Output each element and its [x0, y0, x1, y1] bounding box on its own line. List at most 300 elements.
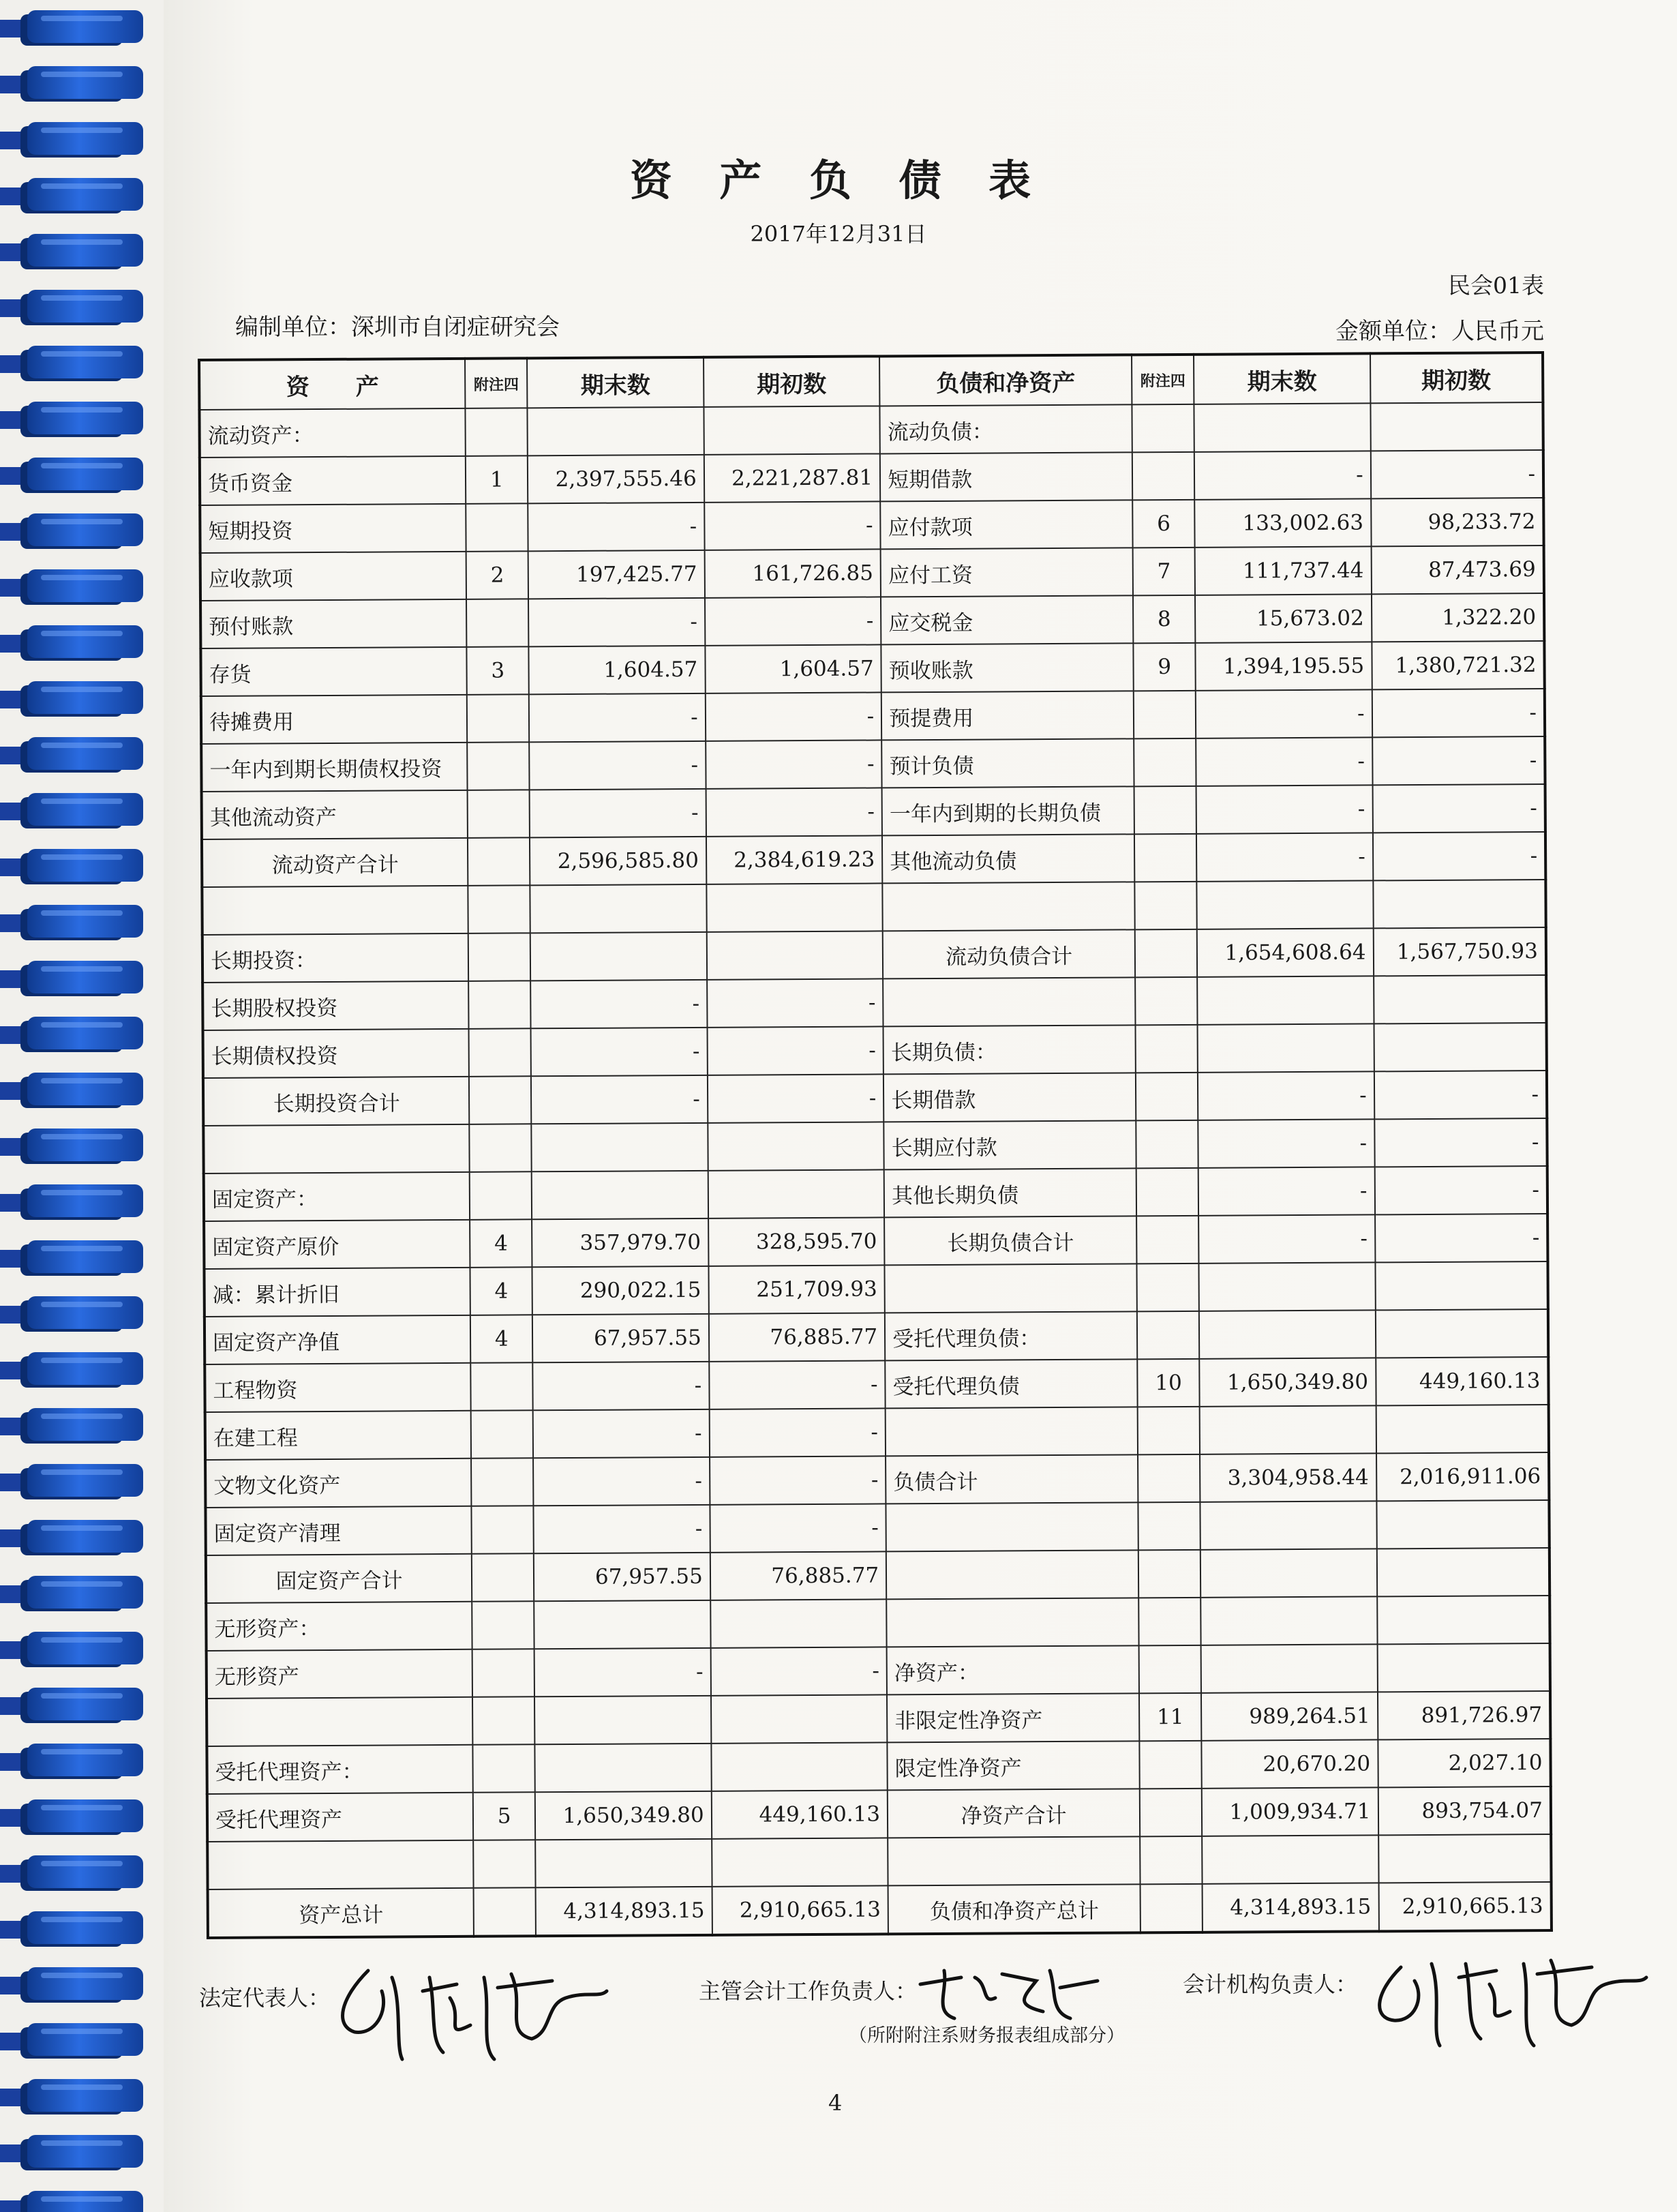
asset-end-value: 67,957.55 [532, 1314, 709, 1362]
asset-note [471, 1458, 534, 1506]
table-row [201, 689, 1545, 744]
asset-item [203, 1124, 470, 1174]
table-row [207, 1834, 1551, 1889]
asset-end-value: - [534, 1505, 710, 1553]
liability-item: 负债和净资产总计 [888, 1884, 1140, 1934]
liability-note [1134, 786, 1197, 835]
liability-end-value [1200, 1549, 1377, 1597]
liability-note [1136, 1073, 1198, 1121]
asset-begin-value: - [709, 1408, 886, 1456]
header-assets: 资 产 [199, 359, 466, 410]
liability-item: 净资产： [887, 1645, 1139, 1694]
asset-end-value [534, 1600, 711, 1649]
footer-remark: （所附附注系财务报表组成部分） [849, 2025, 1125, 2046]
liability-begin-value [1376, 1500, 1550, 1549]
table-row [202, 975, 1546, 1030]
spiral-binding [0, 0, 164, 2212]
liability-end-value: 15,673.02 [1195, 594, 1372, 642]
liability-begin-value [1375, 1309, 1548, 1358]
liability-note [1138, 1598, 1201, 1646]
liability-item: 其他长期负债 [884, 1168, 1136, 1217]
liability-begin-value: 2,016,911.06 [1376, 1452, 1550, 1501]
asset-end-value: 4,314,893.15 [536, 1887, 712, 1936]
asset-begin-value: 2,384,619.23 [706, 835, 883, 884]
liability-item [882, 882, 1134, 931]
asset-begin-value: 251,709.93 [708, 1265, 885, 1313]
asset-note: 2 [466, 551, 529, 599]
asset-item [207, 1697, 473, 1746]
liability-begin-value [1375, 1261, 1548, 1310]
asset-note: 3 [467, 646, 530, 695]
asset-begin-value: - [706, 692, 882, 741]
liability-end-value [1197, 976, 1374, 1024]
header-note-right: 附注四 [1132, 355, 1194, 405]
asset-end-value [534, 1696, 711, 1744]
asset-item: 文物文化资产 [205, 1459, 472, 1508]
liability-end-value: 1,009,934.71 [1202, 1787, 1378, 1836]
page-title: 资 产 负 债 表 [629, 155, 1048, 205]
liability-begin-value: 2,910,665.13 [1378, 1882, 1552, 1931]
asset-begin-value: - [710, 1647, 887, 1695]
asset-note: 4 [470, 1219, 532, 1268]
asset-item: 长期投资： [202, 933, 469, 983]
legal-rep-label: 法定代表人： [199, 1985, 331, 2011]
liability-item: 受托代理负债 [885, 1359, 1137, 1408]
asset-begin-value: - [705, 597, 881, 645]
liability-end-value: - [1198, 1119, 1374, 1167]
asset-item: 待摊费用 [201, 695, 468, 744]
table-row [199, 402, 1543, 458]
liability-begin-value [1376, 1405, 1549, 1453]
liability-item: 预计负债 [881, 738, 1134, 788]
asset-item: 在建工程 [205, 1411, 472, 1460]
asset-item: 长期股权投资 [202, 981, 469, 1030]
table-row [200, 593, 1544, 648]
liability-end-value: - [1194, 451, 1371, 499]
table-row [206, 1596, 1550, 1651]
liability-note [1132, 404, 1194, 453]
liability-begin-value: - [1374, 1071, 1547, 1119]
liability-end-value: - [1196, 785, 1373, 833]
liability-begin-value: 449,160.13 [1376, 1357, 1549, 1405]
asset-end-value: 1,604.57 [529, 646, 706, 694]
liability-item: 流动负债合计 [883, 929, 1135, 978]
asset-begin-value: - [710, 1504, 886, 1552]
asset-note [466, 599, 529, 647]
liability-begin-value [1374, 1023, 1547, 1071]
liability-begin-value [1373, 880, 1546, 928]
asset-item: 短期投资 [200, 504, 466, 553]
table-row [204, 1214, 1547, 1269]
asset-note [469, 1124, 532, 1172]
liability-note [1134, 738, 1196, 787]
liability-note [1136, 1025, 1198, 1073]
asset-end-value: 1,650,349.80 [535, 1791, 712, 1840]
asset-item: 工程物资 [205, 1363, 471, 1412]
header-end-left: 期末数 [527, 357, 704, 408]
liability-end-value [1199, 1310, 1376, 1358]
liability-begin-value [1378, 1834, 1552, 1883]
liability-item: 应付工资 [881, 548, 1133, 597]
liability-begin-value: 2,027.10 [1378, 1739, 1551, 1787]
liability-end-value [1198, 1023, 1374, 1072]
asset-note: 5 [473, 1792, 536, 1840]
asset-begin-value: 1,604.57 [705, 644, 881, 693]
liability-end-value: 3,304,958.44 [1200, 1453, 1376, 1501]
liability-note [1139, 1645, 1202, 1694]
liability-note: 7 [1133, 548, 1196, 596]
asset-note [472, 1601, 534, 1649]
liability-item: 预提费用 [881, 691, 1134, 740]
liability-begin-value: 1,567,750.93 [1373, 927, 1546, 976]
asset-item: 长期债权投资 [203, 1029, 470, 1078]
header-end-right: 期末数 [1194, 353, 1370, 404]
liability-end-value [1197, 880, 1374, 929]
asset-note [472, 1697, 535, 1745]
liability-begin-value: 891,726.97 [1378, 1691, 1551, 1739]
liability-note [1138, 1454, 1200, 1503]
liability-end-value [1194, 403, 1371, 451]
liability-note [1140, 1884, 1203, 1933]
liability-note [1132, 452, 1195, 500]
liability-item [888, 1836, 1140, 1885]
table-row [200, 450, 1543, 505]
header-begin-right: 期初数 [1370, 353, 1543, 403]
liability-item: 短期借款 [880, 452, 1132, 501]
asset-end-value: 2,596,585.80 [530, 837, 706, 885]
asset-end-value: - [534, 1648, 711, 1697]
asset-begin-value: 449,160.13 [712, 1790, 888, 1838]
table-row [203, 1071, 1547, 1126]
liability-note [1137, 1311, 1200, 1360]
liability-item: 负债合计 [886, 1454, 1138, 1504]
liability-note [1138, 1502, 1200, 1551]
asset-begin-value [708, 1169, 884, 1218]
asset-note [474, 1887, 537, 1937]
liability-end-value: - [1196, 689, 1372, 738]
liability-note [1140, 1836, 1203, 1885]
asset-item [202, 886, 468, 935]
asset-item: 固定资产净值 [205, 1315, 471, 1364]
asset-item: 无形资产： [206, 1602, 472, 1651]
asset-begin-value: - [707, 1026, 883, 1075]
asset-end-value [532, 1171, 708, 1219]
signature-legal-rep [327, 1950, 614, 2066]
liability-item: 预收账款 [881, 643, 1134, 692]
table-row [203, 1118, 1547, 1174]
liability-end-value [1200, 1596, 1377, 1645]
asset-item: 受托代理资产： [207, 1745, 473, 1794]
asset-item: 固定资产合计 [206, 1554, 472, 1603]
liability-note [1136, 1264, 1199, 1312]
asset-item: 其他流动资产 [202, 790, 468, 839]
liability-end-value: 20,670.20 [1202, 1739, 1378, 1788]
asset-item: 存货 [200, 647, 467, 696]
asset-begin-value [710, 1599, 887, 1647]
liability-begin-value [1377, 1596, 1550, 1644]
table-row [204, 1166, 1547, 1221]
liability-end-value: - [1196, 737, 1372, 786]
asset-item: 流动资产合计 [202, 838, 468, 887]
asset-note [473, 1744, 536, 1793]
liability-item [886, 1598, 1138, 1647]
asset-item: 固定资产清理 [205, 1506, 472, 1555]
asset-item: 无形资产 [207, 1649, 473, 1699]
table-row [205, 1452, 1549, 1508]
liability-begin-value: - [1372, 689, 1545, 737]
liability-begin-value: - [1375, 1214, 1548, 1262]
asset-end-value [532, 1123, 708, 1171]
liability-note [1136, 1120, 1198, 1169]
liability-begin-value: - [1372, 736, 1545, 785]
asset-end-value [530, 932, 707, 981]
asset-end-value: - [530, 741, 706, 790]
liability-end-value: 989,264.51 [1201, 1692, 1378, 1740]
liability-note [1138, 1407, 1200, 1455]
liability-note [1134, 882, 1197, 930]
table-header-row [199, 353, 1543, 410]
form-code: 民会01表 [1448, 272, 1544, 299]
asset-end-value: - [531, 1028, 708, 1076]
liability-end-value: - [1198, 1071, 1374, 1120]
asset-begin-value: - [710, 1456, 886, 1504]
liability-item: 非限定性净资产 [887, 1693, 1139, 1742]
table-row [202, 784, 1545, 839]
asset-begin-value: 76,885.77 [710, 1551, 887, 1600]
asset-note [473, 1840, 536, 1888]
liability-item: 长期借款 [883, 1073, 1136, 1122]
liability-note: 8 [1133, 595, 1196, 644]
liability-begin-value [1377, 1643, 1550, 1692]
liability-note: 9 [1133, 643, 1196, 691]
asset-begin-value [711, 1742, 888, 1791]
asset-item: 长期投资合计 [203, 1077, 470, 1126]
liability-item: 其他流动负债 [882, 834, 1134, 883]
liability-note [1136, 1168, 1199, 1216]
table-row [202, 832, 1545, 887]
accounting-org-head-label: 会计机构负责人： [1183, 1971, 1358, 1997]
liability-begin-value: - [1372, 784, 1545, 833]
asset-note [472, 1649, 535, 1697]
liability-end-value [1202, 1835, 1378, 1883]
asset-end-value: - [528, 598, 705, 646]
asset-note [472, 1553, 534, 1602]
liability-note: 11 [1139, 1693, 1202, 1742]
asset-item: 资产总计 [208, 1888, 474, 1938]
asset-item: 一年内到期长期债权投资 [201, 743, 468, 792]
liability-begin-value: - [1373, 832, 1546, 880]
asset-note [468, 837, 530, 886]
asset-begin-value: - [706, 788, 882, 836]
asset-item: 流动资产： [199, 408, 466, 458]
liability-note [1136, 1216, 1199, 1264]
asset-end-value: 290,022.15 [532, 1266, 709, 1315]
liability-note [1139, 1741, 1202, 1789]
liability-item: 受托代理负债： [885, 1311, 1137, 1360]
table-row [201, 736, 1545, 792]
liability-end-value [1199, 1262, 1376, 1311]
table-row [202, 880, 1545, 935]
liability-item: 应付款项 [880, 500, 1132, 549]
asset-end-value [535, 1744, 712, 1792]
liability-note [1138, 1550, 1201, 1598]
liability-begin-value: - [1374, 1118, 1547, 1167]
asset-item: 应收款项 [200, 552, 467, 601]
liability-end-value [1200, 1405, 1376, 1454]
liability-begin-value: - [1370, 450, 1543, 498]
liability-item: 应交税金 [881, 595, 1133, 644]
liability-item: 长期应付款 [883, 1120, 1136, 1169]
table-row [205, 1405, 1549, 1460]
asset-begin-value [711, 1694, 888, 1743]
table-row [207, 1739, 1550, 1794]
liability-note: 6 [1132, 500, 1195, 548]
asset-note: 4 [470, 1267, 533, 1315]
report-date: 2017年12月31日 [750, 221, 927, 247]
asset-begin-value: 2,910,665.13 [712, 1885, 888, 1934]
liability-item [885, 1264, 1137, 1313]
asset-end-value: - [528, 503, 705, 551]
asset-end-value: - [530, 789, 706, 837]
asset-begin-value: - [708, 1074, 884, 1122]
liability-item [883, 977, 1135, 1026]
asset-begin-value: - [706, 740, 882, 788]
table-row [204, 1261, 1547, 1317]
asset-note [466, 503, 528, 552]
asset-end-value: 197,425.77 [528, 550, 705, 599]
table-row [200, 545, 1544, 601]
liability-note [1134, 691, 1196, 739]
asset-note [468, 933, 531, 981]
liability-begin-value [1374, 975, 1547, 1023]
asset-item [207, 1840, 474, 1889]
liability-end-value [1201, 1644, 1378, 1692]
liability-end-value: - [1196, 833, 1373, 881]
asset-end-value: 67,957.55 [534, 1553, 710, 1601]
header-begin-left: 期初数 [704, 356, 880, 406]
asset-begin-value [706, 931, 883, 979]
asset-item: 减：累计折旧 [204, 1268, 470, 1317]
table-row [208, 1882, 1552, 1938]
liability-begin-value: - [1374, 1166, 1547, 1214]
table-row [207, 1691, 1550, 1746]
table-row [205, 1309, 1548, 1364]
liability-item: 净资产合计 [888, 1789, 1140, 1838]
asset-note [467, 694, 530, 743]
liability-note [1140, 1789, 1203, 1837]
asset-item: 固定资产： [204, 1172, 470, 1221]
reporting-entity: 编制单位：深圳市自闭症研究会 [235, 314, 560, 341]
currency-unit: 金额单位：人民币元 [1335, 318, 1544, 345]
table-row [205, 1500, 1549, 1555]
asset-note [466, 408, 528, 456]
liability-begin-value: 893,754.07 [1378, 1787, 1551, 1835]
asset-begin-value [706, 883, 883, 931]
asset-item: 受托代理资产 [207, 1793, 474, 1842]
asset-begin-value: 2,221,287.81 [704, 453, 881, 502]
accounting-head-label: 主管会计工作负责人： [699, 1978, 918, 2004]
table-row [203, 1023, 1547, 1078]
asset-end-value: 357,979.70 [532, 1219, 708, 1267]
liability-begin-value: 98,233.72 [1371, 498, 1544, 546]
asset-begin-value: 76,885.77 [709, 1313, 886, 1361]
table-row [205, 1357, 1548, 1412]
liability-begin-value [1376, 1548, 1550, 1596]
liability-begin-value: 87,473.69 [1371, 545, 1544, 594]
asset-item: 货币资金 [200, 456, 466, 505]
table-row [200, 641, 1544, 696]
asset-end-value [528, 407, 704, 455]
asset-note: 1 [466, 455, 528, 504]
liability-end-value: 111,737.44 [1195, 546, 1372, 595]
asset-note [470, 1362, 533, 1411]
signature-accounting-head [913, 1957, 1104, 2032]
liability-note [1134, 834, 1197, 882]
liability-item: 一年内到期的长期负债 [882, 786, 1134, 835]
signature-accounting-org-head [1363, 1940, 1650, 2056]
asset-begin-value: 161,726.85 [704, 549, 881, 597]
asset-note [472, 1506, 534, 1554]
asset-end-value: - [533, 1362, 710, 1410]
liability-end-value: 1,394,195.55 [1196, 642, 1372, 690]
asset-begin-value: 328,595.70 [708, 1217, 885, 1266]
asset-end-value: - [533, 1409, 710, 1458]
asset-end-value: - [529, 693, 706, 742]
header-liabilities: 负债和净资产 [879, 355, 1132, 406]
table-row [206, 1548, 1550, 1603]
liability-item: 长期负债合计 [884, 1216, 1136, 1265]
asset-item: 预付账款 [200, 599, 467, 648]
liability-item [886, 1502, 1138, 1551]
liability-end-value: 133,002.63 [1194, 498, 1371, 547]
asset-note [470, 1171, 532, 1220]
liability-item: 流动负债： [880, 404, 1132, 453]
asset-item: 固定资产原价 [204, 1220, 470, 1269]
balance-sheet-table [198, 351, 1553, 1939]
liability-item [886, 1550, 1138, 1599]
liability-end-value: 4,314,893.15 [1203, 1883, 1379, 1932]
page-number: 4 [828, 2090, 843, 2116]
table-row [200, 498, 1543, 553]
table-row [202, 927, 1546, 983]
asset-note [469, 1028, 532, 1077]
asset-begin-value: - [709, 1360, 886, 1409]
asset-note [468, 981, 531, 1029]
asset-begin-value [712, 1838, 888, 1886]
liability-begin-value [1370, 402, 1543, 451]
asset-note [469, 1076, 532, 1124]
liability-note: 10 [1137, 1359, 1200, 1407]
liability-item: 限定性净资产 [888, 1741, 1140, 1790]
asset-end-value: - [533, 1457, 710, 1506]
liability-item [886, 1407, 1138, 1456]
liability-note [1135, 977, 1198, 1026]
liability-item: 长期负债： [883, 1025, 1136, 1074]
liability-end-value: - [1198, 1214, 1375, 1263]
liability-begin-value: 1,322.20 [1372, 593, 1545, 642]
liability-begin-value: 1,380,721.32 [1372, 641, 1545, 689]
header-note-left: 附注四 [465, 358, 528, 408]
liability-end-value: 1,650,349.80 [1199, 1358, 1376, 1406]
asset-note [468, 790, 530, 838]
liability-end-value [1200, 1501, 1377, 1549]
asset-end-value [530, 884, 707, 933]
asset-note: 4 [470, 1315, 533, 1363]
asset-note [467, 742, 530, 790]
asset-note [468, 885, 530, 933]
asset-note [471, 1410, 534, 1459]
asset-begin-value: - [704, 501, 881, 550]
